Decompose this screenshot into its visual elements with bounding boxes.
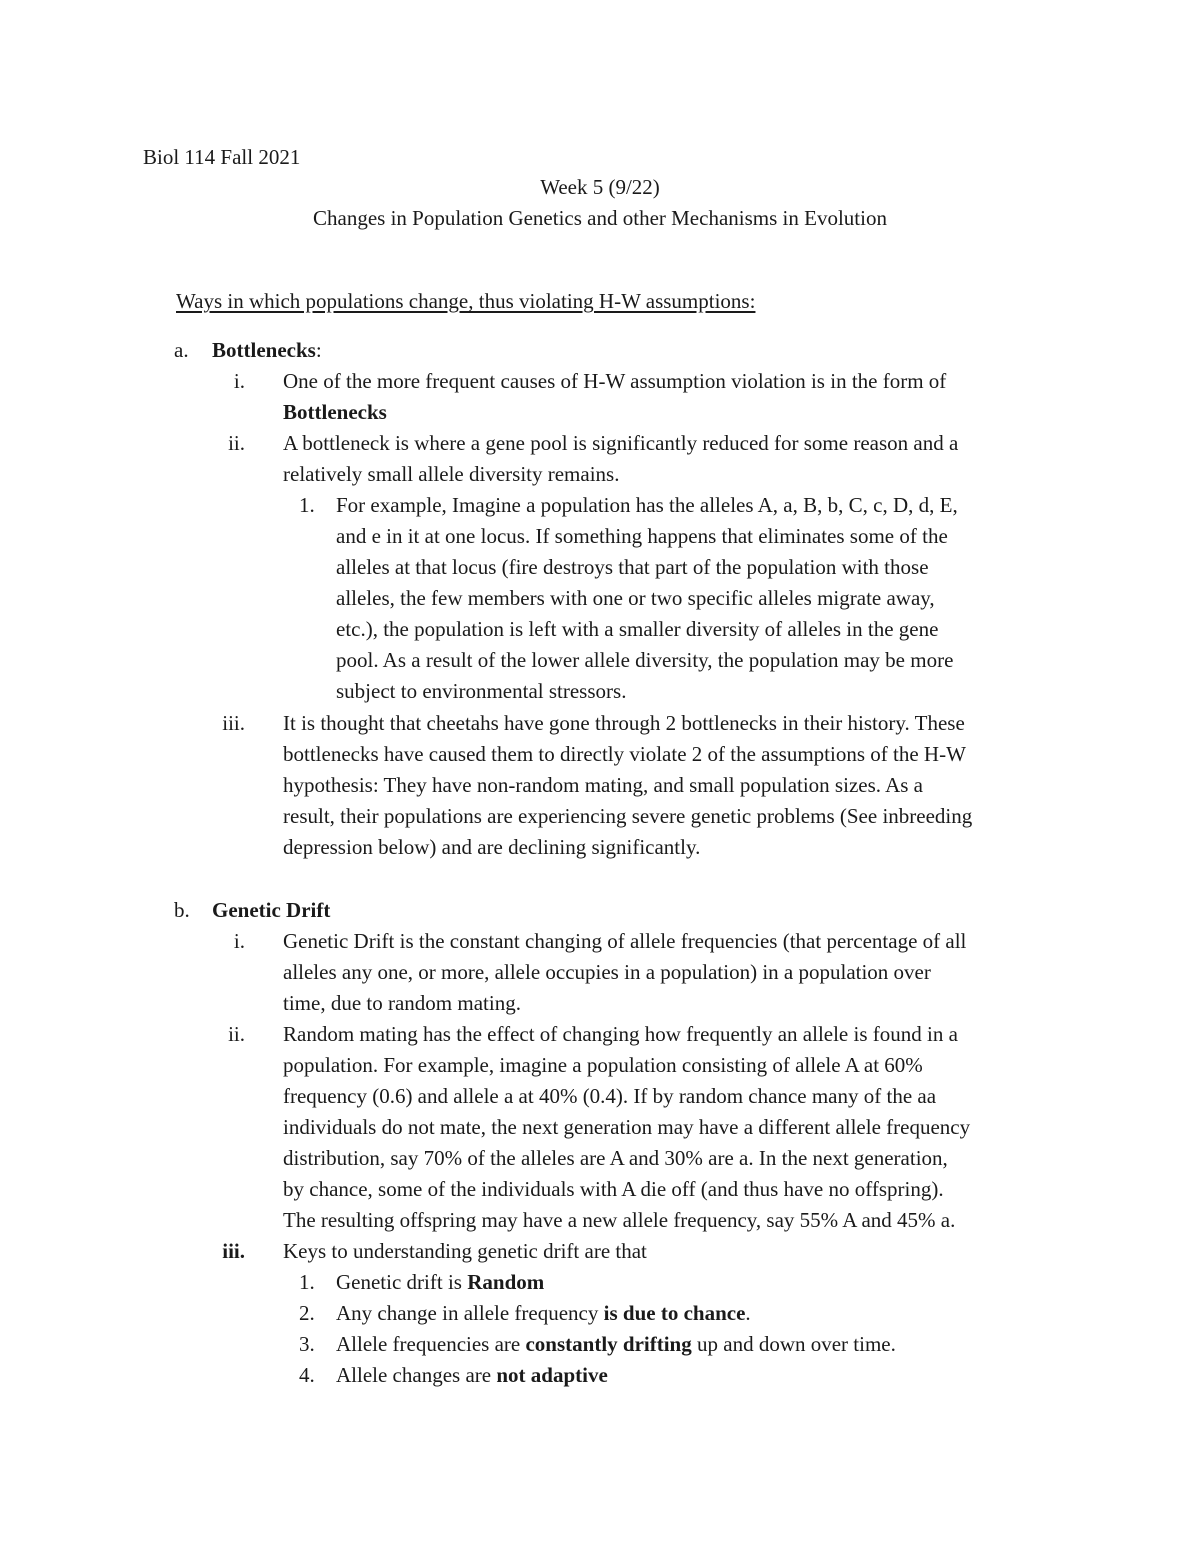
- example-line: alleles at that locus (fire destroys that part of the population with those: [336, 555, 929, 579]
- example-line: For example, Imagine a population has the alleles A, a, B, b, C, c, D, d, E,: [336, 493, 958, 517]
- list-item: depression below) and are declining significantly.: [283, 835, 701, 859]
- bottlenecks-heading: [212, 335, 322, 366]
- page-title: Changes in Population Genetics and other Mechanisms in Evolution: [313, 206, 887, 230]
- list-marker-a-i: i.: [233, 369, 245, 393]
- section-heading: Ways in which populations change, thus violating H-W assumptions:: [176, 289, 756, 313]
- key-marker: 1.: [299, 1270, 315, 1294]
- key-marker: 3.: [299, 1332, 315, 1356]
- list-marker-b-i: i.: [233, 929, 245, 953]
- bottlenecks-bold-term: Bottlenecks: [283, 400, 387, 424]
- example-line: and e in it at one locus. If something happens that eliminates some of the: [336, 524, 948, 548]
- list-marker-a-ii-1: 1.: [299, 493, 315, 517]
- list-item: population. For example, imagine a population consisting of allele A at 60%: [283, 1053, 923, 1077]
- list-marker-b: b.: [174, 898, 190, 922]
- key-item: Allele frequencies are constantly drifting up and down over time.: [336, 1332, 896, 1356]
- list-item: It is thought that cheetahs have gone through 2 bottlenecks in their history. These: [283, 711, 965, 735]
- list-item: Genetic Drift is the constant changing of allele frequencies (that percentage of all: [283, 929, 967, 953]
- week-label: Week 5 (9/22): [540, 175, 660, 199]
- course-label: Biol 114 Fall 2021: [143, 145, 301, 169]
- key-item: Allele changes are not adaptive: [336, 1363, 608, 1387]
- list-item: distribution, say 70% of the alleles are A and 30% are a. In the next generation,: [283, 1146, 948, 1170]
- list-item: The resulting offspring may have a new allele frequency, say 55% A and 45% a.: [283, 1208, 956, 1232]
- list-item: Random mating has the effect of changing how frequently an allele is found in a: [283, 1022, 958, 1046]
- list-item: A bottleneck is where a gene pool is significantly reduced for some reason and a: [283, 431, 959, 455]
- key-item: Genetic drift is Random: [336, 1270, 545, 1294]
- example-line: alleles, the few members with one or two specific alleles migrate away,: [336, 586, 935, 610]
- example-line: subject to environmental stressors.: [336, 679, 627, 703]
- list-marker-a-ii: ii.: [228, 431, 245, 455]
- list-item: One of the more frequent causes of H-W assumption violation is in the form of: [283, 369, 947, 393]
- list-item: frequency (0.6) and allele a at 40% (0.4). If by random chance many of the aa: [283, 1084, 937, 1108]
- list-item: by chance, some of the individuals with A die off (and thus have no offspring).: [283, 1177, 944, 1201]
- key-marker: 2.: [299, 1301, 315, 1325]
- list-item: time, due to random mating.: [283, 991, 521, 1015]
- list-item: alleles any one, or more, allele occupies in a population) in a population over: [283, 960, 931, 984]
- list-item: Keys to understanding genetic drift are that: [283, 1239, 647, 1263]
- key-marker: 4.: [299, 1363, 315, 1387]
- list-item: individuals do not mate, the next generation may have a different allele frequency: [283, 1115, 971, 1139]
- list-marker-a-iii: iii.: [222, 711, 245, 735]
- list-item: relatively small allele diversity remains.: [283, 462, 620, 486]
- list-item: bottlenecks have caused them to directly violate 2 of the assumptions of the H-W: [283, 742, 966, 766]
- bottlenecks-heading-text: Bottlenecks: [212, 338, 316, 362]
- list-marker-b-iii: iii.: [222, 1239, 245, 1263]
- key-item: Any change in allele frequency is due to chance.: [336, 1301, 751, 1325]
- bottlenecks-heading-suffix: :: [315, 338, 322, 362]
- example-line: etc.), the population is left with a smaller diversity of alleles in the gene: [336, 617, 939, 641]
- list-marker-a: a.: [174, 338, 189, 362]
- list-item: result, their populations are experiencing severe genetic problems (See inbreeding: [283, 804, 973, 828]
- genetic-drift-heading: Genetic Drift: [212, 898, 331, 922]
- list-item: hypothesis: They have non-random mating, and small population sizes. As a: [283, 773, 924, 797]
- list-marker-b-ii: ii.: [228, 1022, 245, 1046]
- example-line: pool. As a result of the lower allele diversity, the population may be more: [336, 648, 954, 672]
